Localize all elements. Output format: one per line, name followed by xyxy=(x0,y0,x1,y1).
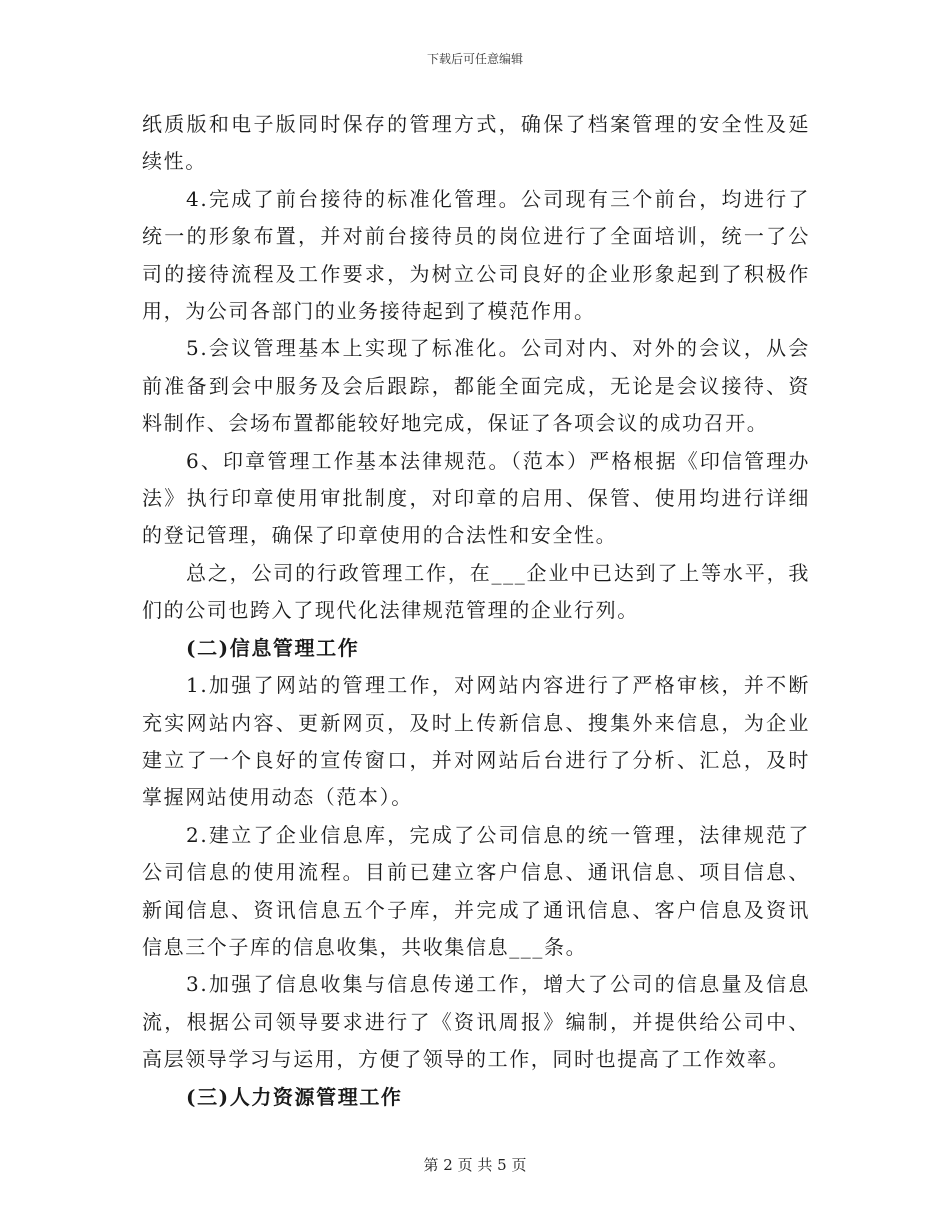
paragraph-information-database: 2.建立了企业信息库，完成了公司信息的统一管理，法律规范了公司信息的使用流程。目前已建立客户信息、通讯信息、项目信息、新闻信息、资讯信息五个子库，并完成了通讯信息、客户信息及资讯信息三个子库的信息收集，共收集信息___条。 xyxy=(142,822,810,959)
paragraph-front-desk: 4.完成了前台接待的标准化管理。公司现有三个前台，均进行了统一的形象布置，并对前台接待员的岗位进行了全面培训，统一了公司的接待流程及工作要求，为树立公司良好的企业形象起到了积极作用，为公司各部门的业务接待起到了模范作用。 xyxy=(142,186,810,324)
page-header: 下载后可任意编辑 xyxy=(426,52,523,66)
paragraph-seal-management: 6、印章管理工作基本法律规范。（范本）严格根据《印信管理办法》执行印章使用审批制度，对印章的启用、保管、使用均进行详细的登记管理，确保了印章使用的合法性和安全性。 xyxy=(142,448,810,548)
paragraph-archive-continuation: 纸质版和电子版同时保存的管理方式，确保了档案管理的安全性及延续性。 xyxy=(142,112,810,174)
document-body xyxy=(142,106,810,1116)
paragraph-information-collection: 3.加强了信息收集与信息传递工作，增大了公司的信息量及信息流，根据公司领导要求进行了《资讯周报》编制，并提供给公司中、高层领导学习与运用，方便了领导的工作，同时也提高了工作效率。 xyxy=(142,972,810,1072)
paragraph-meeting-management: 5.会议管理基本上实现了标准化。公司对内、对外的会议，从会前准备到会中服务及会后跟踪，都能全面完成，无论是会议接待、资料制作、会场布置都能较好地完成，保证了各项会议的成功召开。 xyxy=(142,336,810,436)
section-heading-information: (二)信息管理工作 xyxy=(186,635,360,660)
paragraph-summary: 总之，公司的行政管理工作，在___企业中已达到了上等水平，我们的公司也跨入了现代化法律规范管理的企业行列。 xyxy=(142,560,810,623)
section-heading-hr: (三)人力资源管理工作 xyxy=(186,1084,403,1109)
page-footer: 第 2 页 共 5 页 xyxy=(423,1156,527,1174)
paragraph-website-management: 1.加强了网站的管理工作，对网站内容进行了严格审核，并不断充实网站内容、更新网页，及时上传新信息、搜集外来信息，为企业建立了一个良好的宣传窗口，并对网站后台进行了分析、汇总，及时掌握网站使用动态（范本）。 xyxy=(142,673,810,810)
